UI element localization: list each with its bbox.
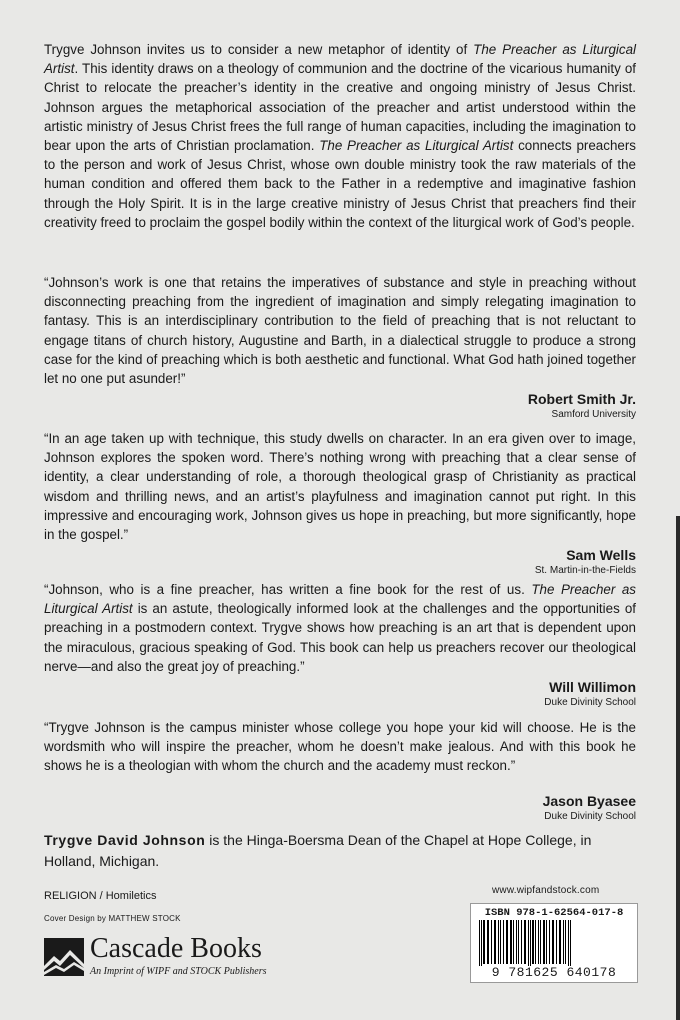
- mountain-logo-icon: [44, 938, 84, 976]
- endorsement-wells: [44, 429, 636, 577]
- barcode-bar: [498, 920, 499, 964]
- barcode-bar: [565, 920, 566, 964]
- barcode-bar: [563, 920, 564, 964]
- book-description: [44, 40, 636, 232]
- endorsement-text: “Johnson, who is a fine preacher, has written a fine book for the rest of us. The Preacher as Liturgical Artist is an astute, theologically informed look at the challenges and the opportunities of preaching in a postmodern context. Trygve shows how preaching is an art that is dependent upon the miraculous, gracious speaking of God. This book can help us preachers recover our theological nerve—and also the great joy of preaching.”: [44, 582, 636, 674]
- barcode-bar: [487, 920, 489, 964]
- description-text: connects preachers to the person and work of Jesus Christ, whose own double ministry took the raw materials of the human condition and offered them back to the Father in a redemptive and imaginative fashion through the Holy Spirit. It is in the large creative ministry of Jesus Christ that preachers find their creativity freed to proclaim the gospel bodily within the context of the liturgical work of God’s people.: [44, 138, 636, 230]
- publisher-logo-block: [44, 933, 294, 980]
- barcode-bar: [518, 920, 519, 964]
- spine-edge: [676, 516, 680, 1020]
- endorsement-text: “In an age taken up with technique, this study dwells on character. In an era given over to image, Johnson explores the spoken word. There’s nothing wrong with preaching that a clear sense of identity, a clear understanding of role, a thorough theological grasp of Christianity as practical wisdom and thrilling news, and an artist’s playfulness and imagination cannot put right. In this impressive and encouraging work, Johnson gives us hope in preaching, but more significantly, hope in the gospel.”: [44, 431, 636, 543]
- barcode-bar: [481, 920, 482, 966]
- barcode-bar: [528, 920, 529, 966]
- author-name: Trygve David Johnson: [44, 832, 206, 848]
- category-label: RELIGION / Homiletics: [44, 890, 157, 902]
- barcode-bar: [524, 920, 526, 964]
- isbn-label: ISBN 978-1-62564-017-8: [484, 907, 624, 919]
- barcode-bar: [556, 920, 557, 964]
- endorsement-attribution: [44, 546, 636, 577]
- endorsement-smith: [44, 273, 636, 421]
- endorsement-willimon: [44, 580, 636, 709]
- endorsement-attribution: [44, 792, 636, 823]
- endorsement-attribution: [44, 390, 636, 421]
- barcode-bar: [491, 920, 492, 964]
- endorser-affiliation: Duke Divinity School: [544, 697, 636, 709]
- barcode-bar: [568, 920, 569, 966]
- description-text: . This identity draws on a theology of communion and the doctrine of the vicarious humanity of Christ to relocate the preacher’s identity in the creative and ongoing ministry of Jesus Christ. Johnson argues the metaphorical association of the preacher and artist understood within the artistic ministry of Jesus Christ frees the full range of human capacities, including the imagination to bear upon the arts of Christian proclamation.: [44, 61, 636, 154]
- publisher-name: Cascade Books: [90, 933, 262, 964]
- book-title-italic: The Preacher as Liturgical Artist: [319, 138, 514, 154]
- isbn-barcode: [470, 903, 638, 983]
- barcode-bar: [549, 920, 550, 964]
- barcode-bar: [513, 920, 514, 964]
- barcode-bar: [500, 920, 501, 964]
- endorsement-text: “Johnson’s work is one that retains the imperatives of substance and style in preaching without disconnecting preaching from the ingredient of imagination and simply relegating imagination to fantasy. This is an interdisciplinary contribution to the field of preaching that is not reluctant to engage titans of church history, Augustine and Barth, in a dialectical struggle to produce a strong case for the kind of preaching which is both aesthetic and functional. What God hath joined together let no one put asunder!”: [44, 275, 636, 387]
- endorser-name: Will Willimon: [549, 679, 636, 696]
- endorser-name: Robert Smith Jr.: [527, 391, 636, 408]
- endorser-affiliation: St. Martin-in-the-Fields: [534, 565, 636, 577]
- barcode-bar: [530, 920, 531, 966]
- barcode-bar: [532, 920, 534, 964]
- barcode-bar: [540, 920, 541, 964]
- barcode-bar: [543, 920, 545, 964]
- endorsement-text: “Trygve Johnson is the campus minister whose college you hope your kid will choose. He is the wordsmith who will inspire the preacher, whom he doesn’t make jealous. And with this book he shows he is a theologian with whom the church and the academy must reckon.”: [44, 720, 636, 774]
- publisher-imprint: An Imprint of WIPF and STOCK Publishers: [90, 966, 267, 977]
- barcode-bar: [535, 920, 536, 964]
- endorser-affiliation: Samford University: [551, 409, 636, 421]
- cover-design-credit: Cover Design by MATTHEW STOCK: [44, 914, 181, 923]
- barcode-bar: [516, 920, 517, 964]
- barcode-bar: [546, 920, 547, 964]
- barcode-bar: [479, 920, 480, 966]
- barcode-bar: [503, 920, 504, 964]
- endorser-name: Sam Wells: [566, 547, 636, 564]
- barcode-bar: [538, 920, 539, 964]
- barcode-bar: [552, 920, 554, 964]
- endorser-name: Jason Byasee: [542, 792, 636, 809]
- description-text: Trygve Johnson invites us to consider a new metaphor of identity of: [44, 42, 474, 57]
- barcode-bar: [494, 920, 496, 964]
- book-title-italic: The Preacher as Liturgical Artist: [44, 582, 636, 617]
- barcode-digits: 9 781625 640178: [491, 965, 617, 980]
- publisher-website: www.wipfandstock.com: [492, 885, 600, 896]
- endorsement-byasee: [44, 718, 636, 823]
- endorser-affiliation: Duke Divinity School: [544, 810, 636, 822]
- author-bio: [44, 830, 636, 872]
- book-title-italic: The Preacher as Liturgical Artist: [44, 42, 636, 77]
- barcode-bar: [506, 920, 508, 964]
- barcode-bar: [483, 920, 485, 964]
- author-bio-text: is the Hinga-Boersma Dean of the Chapel at Hope College, in Holland, Michigan.: [44, 832, 592, 869]
- barcode-bar: [510, 920, 512, 964]
- endorsement-attribution: [44, 678, 636, 709]
- barcode-bar: [521, 920, 522, 964]
- barcode-bar: [570, 920, 571, 966]
- barcode-bar: [559, 920, 561, 964]
- barcode-bars-icon: [477, 920, 631, 966]
